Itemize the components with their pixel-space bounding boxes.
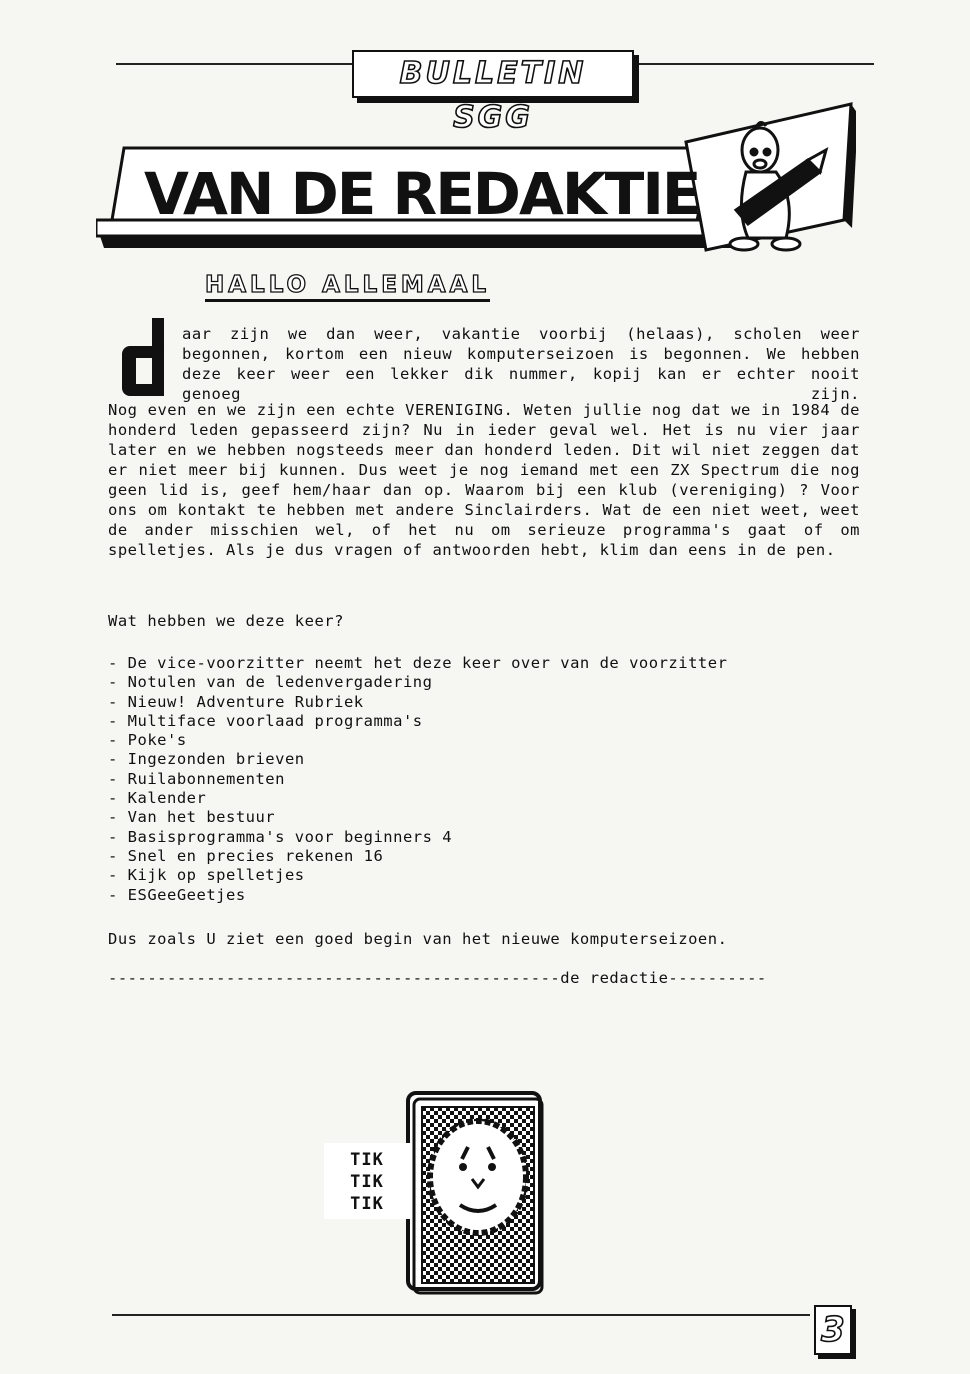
section-title: VAN DE REDAKTIE — [144, 160, 700, 228]
tik-line: TIK — [350, 1172, 384, 1192]
list-item: - Multiface voorlaad programma's — [108, 711, 423, 730]
list-item: - Nieuw! Adventure Rubriek — [108, 692, 364, 711]
list-item: - Ruilabonnementen — [108, 769, 285, 788]
drop-cap — [118, 318, 176, 398]
bottom-rule — [112, 1314, 810, 1316]
list-item: - De vice-voorzitter neemt het deze keer over van de voorzitter — [108, 654, 728, 672]
list-item: - Poke's — [108, 731, 187, 750]
masthead-logo: BULLETIN SGG — [352, 50, 634, 98]
list-item: - Van het bestuur — [108, 808, 276, 827]
main-paragraph: Nog even en we zijn een echte VERENIGING. Weten jullie nog dat we in 1984 de honderd leden gepasseerd zijn? Nu in ieder geval wel. Het is nu vier jaar later en we hebben nogsteeds meer dan honderd leden. Dit wil niet zeggen dat er niet meer bij kunnen. Dus weet je nog iemand met een ZX Spectrum die nog geen lid is, geef hem/haar dan op. Waarom bij een klub (vereniging) ? Voor ons om kontakt te hebben met andere Sinclairders. Wat de een niet weet, weet de ander misschien wel, of het nu om serieuze programma's gaat of om spelletjes. Als je dus vragen of antwoorden hebt, klim dan eens in de pen. — [108, 401, 860, 559]
list-item: - Snel en precies rekenen 16 — [108, 846, 384, 865]
closing-line: Dus zoals U ziet een goed begin van het nieuwe komputerseizoen. — [108, 930, 728, 948]
clock-illustration — [322, 1087, 554, 1297]
signoff-line: ----------------------------------------------de redactie---------- — [108, 969, 767, 987]
contents-question: Wat hebben we deze keer? — [108, 612, 344, 630]
clock-caption — [322, 1149, 412, 1215]
tik-line: TIK — [350, 1194, 384, 1214]
list-item: - Notulen van de ledenvergadering — [108, 673, 433, 692]
subtitle: HALLO ALLEMAAL — [205, 272, 490, 302]
contents-list — [108, 654, 727, 905]
list-item: - Basisprogramma's voor beginners 4 — [108, 827, 453, 846]
list-item: - Kalender — [108, 789, 207, 808]
tik-line: TIK — [350, 1150, 384, 1170]
list-item: - Ingezonden brieven — [108, 750, 305, 769]
page-number: 3 — [814, 1305, 852, 1355]
list-item: - ESGeeGeetjes — [108, 885, 246, 904]
list-item: - Kijk op spelletjes — [108, 866, 305, 885]
drop-cap-letter: d — [118, 318, 119, 319]
intro-paragraph: aar zijn we dan weer, vakantie voorbij (helaas), scholen weer begonnen, kortom een nieuw komputerseizoen is begonnen. We hebben deze keer weer een lekker dik nummer, kopij kan er echter nooit genoeg zijn. — [182, 325, 860, 403]
